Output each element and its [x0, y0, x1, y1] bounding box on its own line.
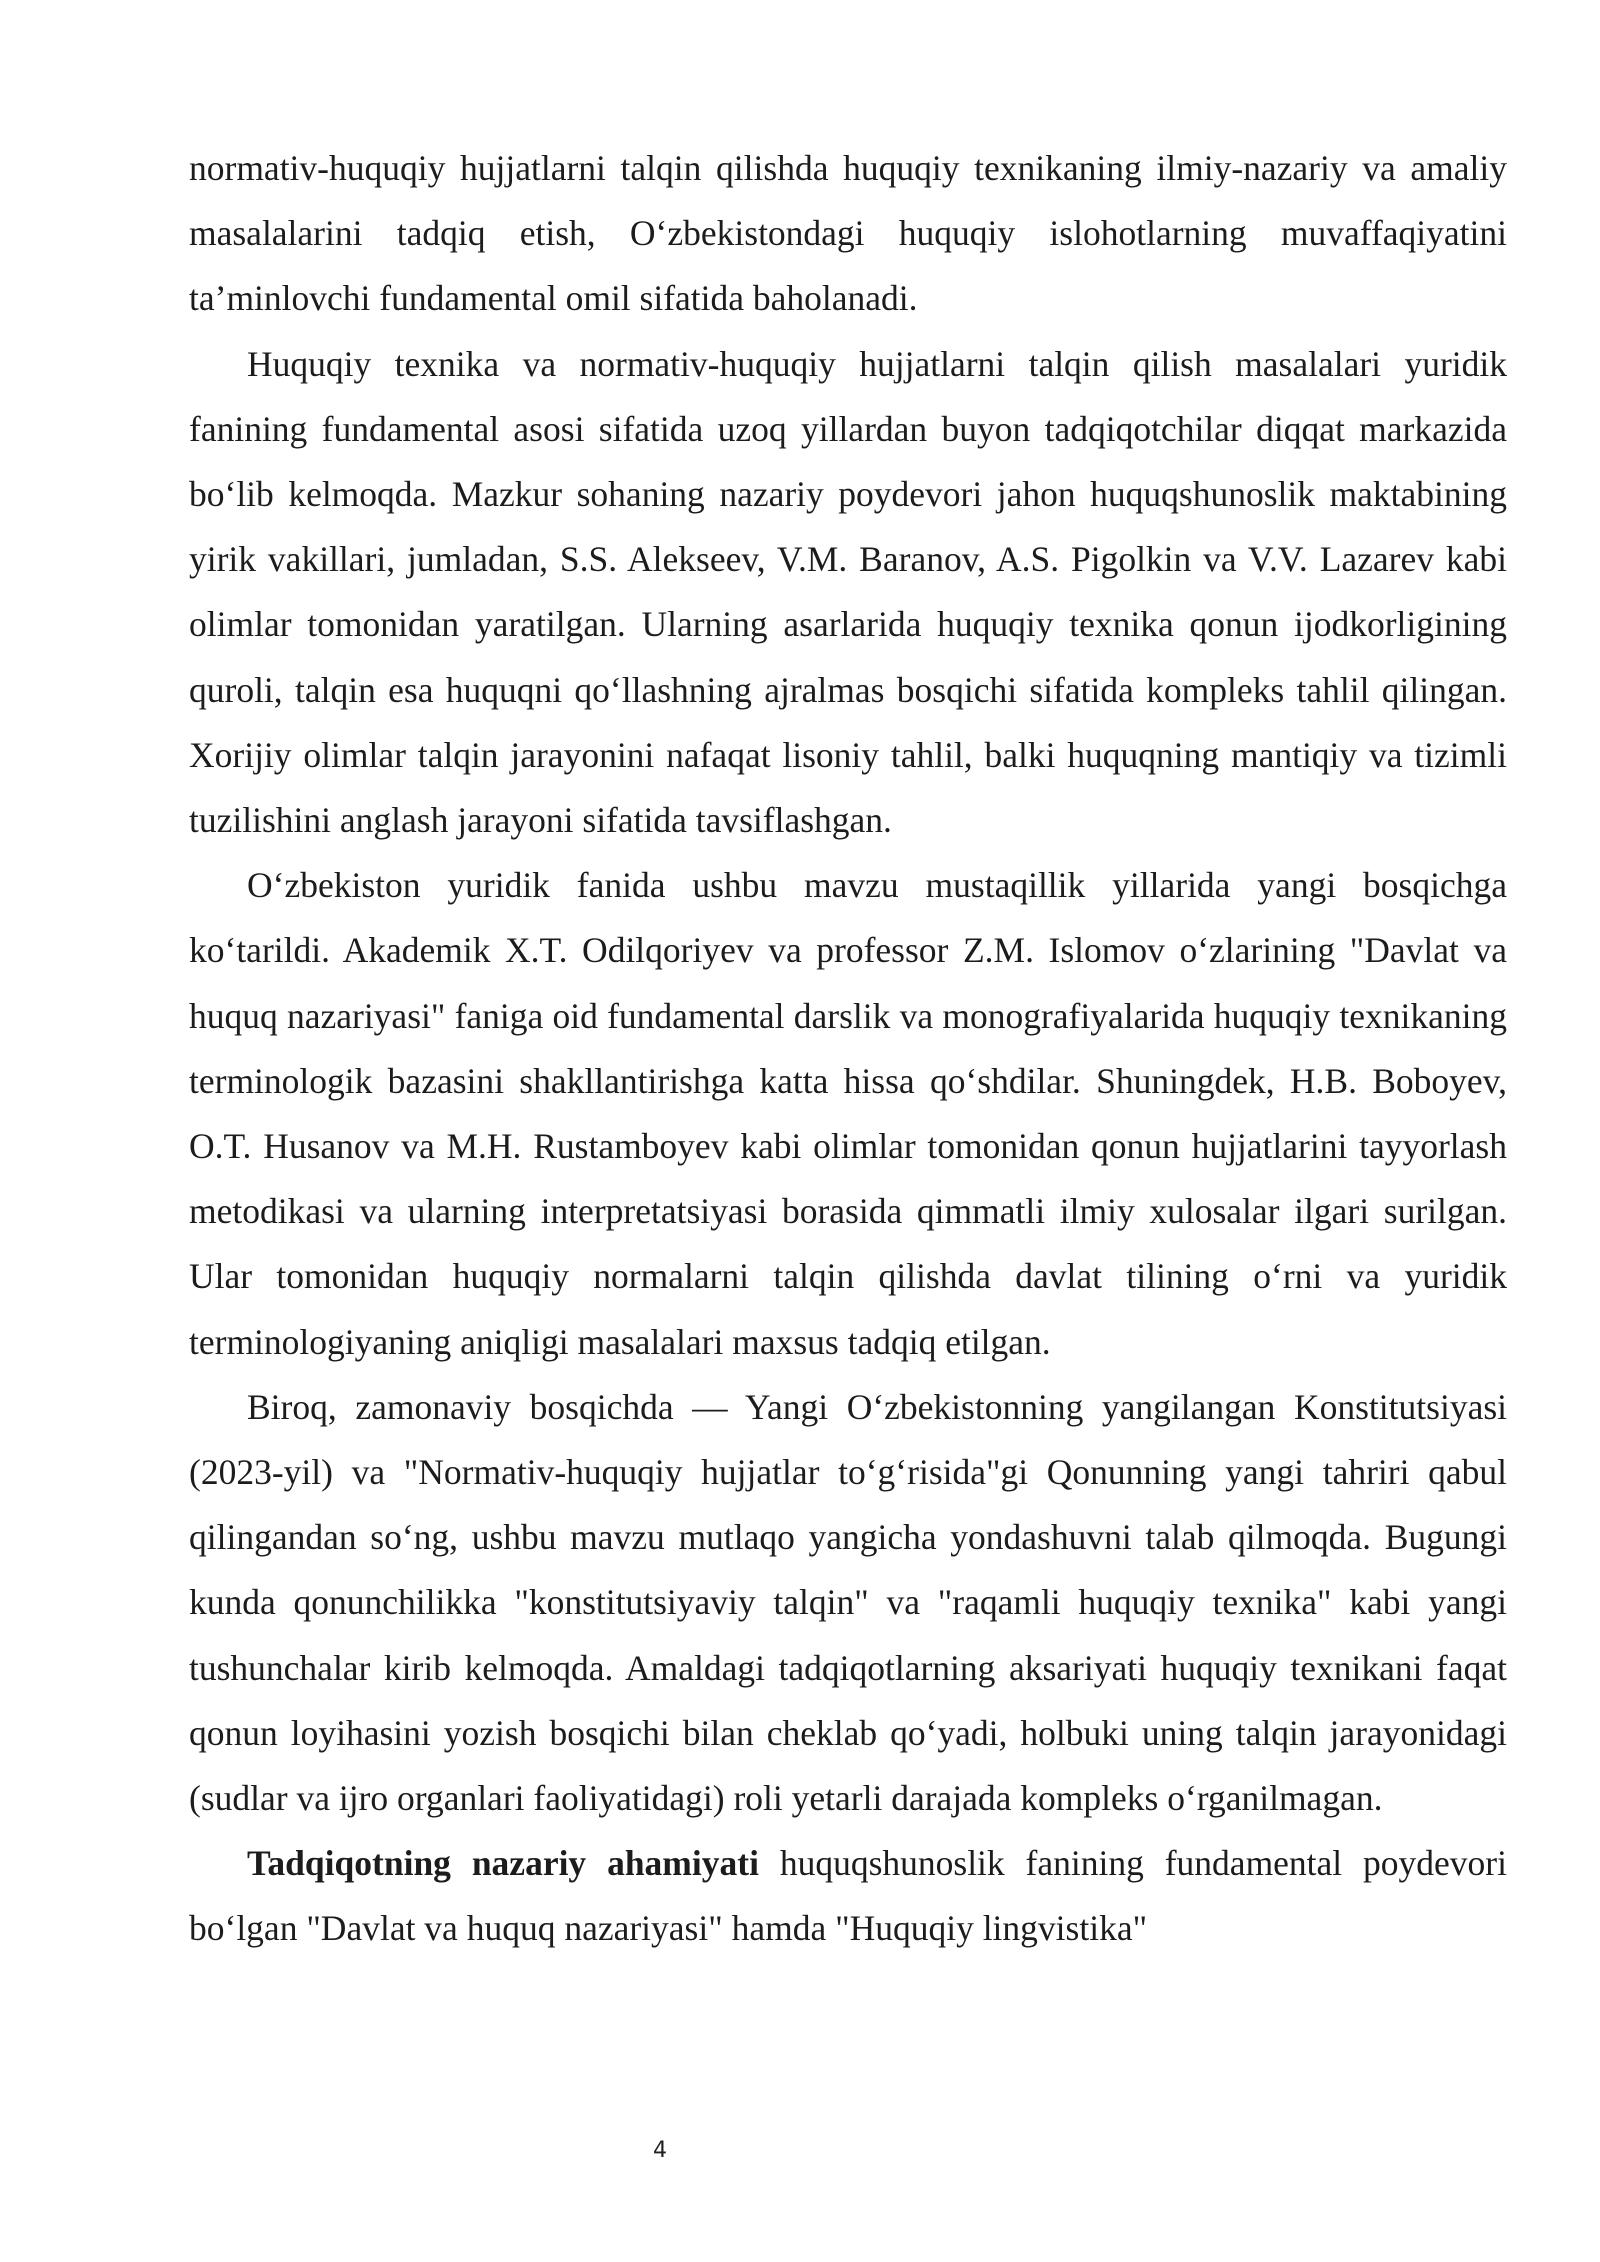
- paragraph-3-text: O‘zbekiston yuridik fanida ushbu mavzu mustaqillik yillarida yangi bosqichga ko‘tarildi. Akademik X.T. Odilqoriyev va professor Z.M. Islomov o‘zlarining "Davlat va huquq nazariyasi" faniga oid fundamental darslik va monografiyalarida huquqiy texnikaning terminologik bazasini shakllantirishga katta hissa qo‘shdilar. Shuningdek, H.B. Boboyev, O.T. Husanov va M.H. Rustamboyev kabi olimlar tomonidan qonun hujjatlarini tayyorlash metodikasi va ularning interpretatsiyasi borasida qimmatli ilmiy xulosalar ilgari surilgan. Ular tomonidan huquqiy normalarni talqin qilishda davlat tilining o‘rni va yuridik terminologiyaning aniqligi masalalari maxsus tadqiq etilgan.: [189, 865, 1507, 1362]
- paragraph-5-text: huquqshunoslik fanining fundamental poydevori bo‘lgan "Davlat va huquq nazariyasi" hamda "Huquqiy lingvistika": [189, 1843, 1507, 1949]
- paragraph-4-text: Biroq, zamonaviy bosqichda — Yangi O‘zbekistonning yangilangan Konstitutsiyasi (2023-yil) va "Normativ-huquqiy hujjatlar to‘g‘risida"gi Qonunning yangi tahriri qabul qilingandan so‘ng, ushbu mavzu mutlaqo yangicha yondashuvni talab qilmoqda. Bugungi kunda qonunchilikka "konstitutsiyaviy talqin" va "raqamli huquqiy texnika" kabi yangi tushunchalar kirib kelmoqda. Amaldagi tadqiqotlarning aksariyati huquqiy texnikani faqat qonun loyihasini yozish bosqichi bilan cheklab qo‘yadi, holbuki uning talqin jarayonidagi (sudlar va ijro organlari faoliyatidagi) roli yetarli darajada kompleks o‘rganilmagan.: [189, 1386, 1507, 1819]
- paragraph-2-text: Huquqiy texnika va normativ-huquqiy hujjatlarni talqin qilish masalalari yuridik fanining fundamental asosi sifatida uzoq yillardan buyon tadqiqotchilar diqqat markazida bo‘lib kelmoqda. Mazkur sohaning nazariy poydevori jahon huquqshunoslik maktabining yirik vakillari, jumladan, S.S. Alekseev, V.M. Baranov, A.S. Pigolkin va V.V. Lazarev kabi olimlar tomonidan yaratilgan. Ularning asarlarida huquqiy texnika qonun ijodkorligining quroli, talqin esa huquqni qo‘llashning ajralmas bosqichi sifatida kompleks tahlil qilingan. Xorijiy olimlar talqin jarayonini nafaqat lisoniy tahlil, balki huquqning mantiqiy va tizimli tuzilishini anglash jarayoni sifatida tavsiflashgan.: [189, 343, 1507, 841]
- paragraph-4: [189, 1375, 1507, 1831]
- paragraph-2: [189, 332, 1507, 854]
- document-body: [189, 136, 1507, 1962]
- paragraph-5-bold-lead: Tadqiqotning nazariy ahamiyati: [247, 1843, 759, 1884]
- paragraph-1-text: normativ-huquqiy hujjatlarni talqin qilishda huquqiy texnikaning ilmiy-nazariy va amaliy masalalarini tadqiq etish, O‘zbekistondagi huquqiy islohotlarning muvaffaqiyatini ta’minlovchi fundamental omil sifatida baholanadi.: [189, 148, 1507, 319]
- paragraph-5: [189, 1831, 1507, 1961]
- paragraph-3: [189, 853, 1507, 1375]
- page-number: 4: [653, 2138, 667, 2163]
- paragraph-1: [189, 136, 1507, 332]
